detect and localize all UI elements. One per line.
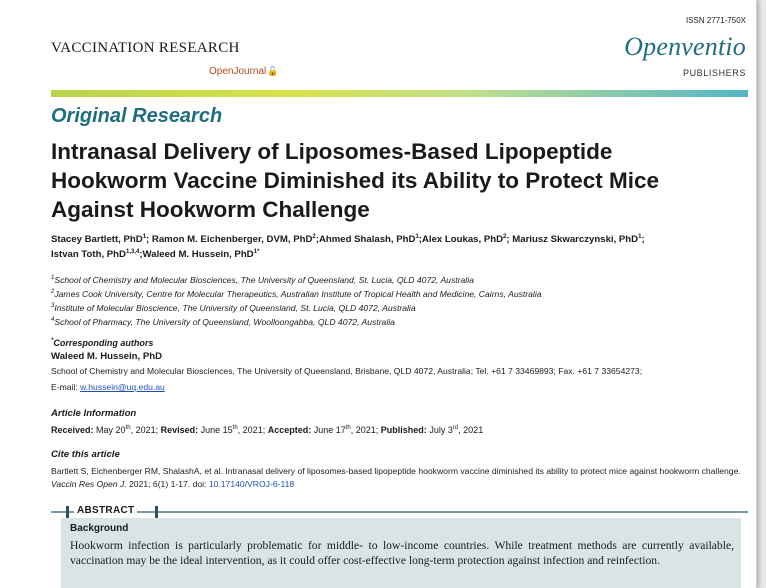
- affiliation: $^3$Institute of Molecular Bioscience, The University of Queensland, St. Lucia, QLD 4072, Australia: [51, 303, 416, 313]
- doi-link[interactable]: 10.17140/VROJ-6-118: [208, 479, 295, 489]
- open-access-lock-icon: 🔓: [267, 66, 279, 76]
- affiliation: $^1$School of Chemistry and Molecular Biosciences, The University of Queensland, St. Lucia, QLD 4072, Australia: [51, 275, 474, 285]
- open-journal-label: [209, 66, 278, 77]
- abstract-bracket-right: [155, 506, 158, 518]
- author: Ramon M. Eichenberger, DVM, PhD$^2$;: [151, 233, 319, 245]
- title-line: Intranasal Delivery of Liposomes-Based Lipopeptide: [51, 139, 613, 164]
- issn: ISSN 2771-750X: [685, 16, 746, 25]
- abstract-bracket-left: [66, 506, 69, 518]
- email-row: [51, 382, 165, 392]
- author: Alex Loukas, PhD$^2$;: [421, 233, 513, 245]
- publisher-sub: PUBLISHERS: [682, 68, 746, 78]
- article-dates: Received: May 20th, 2021; Revised: June 15th, 2021; Accepted: June 17th, 2021; Published: July 3rd, 2021: [51, 425, 484, 435]
- cite-heading: Cite this article: [51, 449, 120, 460]
- article-type: Original Research: [51, 105, 223, 127]
- received-label: Received:: [51, 425, 94, 435]
- email-label: E-mail:: [51, 382, 81, 392]
- citation: Bartlett S, Eichenberger RM, ShalashA, et al. Intranasal delivery of liposomes-based lipopeptide hookworm vaccine diminished its ability to protect mice against hookworm challenge. Vaccin Res Open J. 2021; 6(1) 1-17. doi: 10.17140/VROJ-6-118: [51, 466, 741, 489]
- affiliation: $^2$James Cook University, Centre for Molecular Therapeutics, Australian Institute of Tropical Health and Medicine, Cairns, Australia: [51, 289, 542, 299]
- title-line: Against Hookworm Challenge: [51, 197, 370, 222]
- title-line: Hookworm Vaccine Diminished its Ability to Protect Mice: [51, 168, 660, 193]
- background-heading: Background: [70, 523, 129, 534]
- corresponding-heading: *Corresponding authors: [51, 338, 154, 348]
- article-title: [51, 137, 751, 224]
- email-link[interactable]: w.hussein@uq.edu.au: [80, 382, 165, 392]
- article-info-heading: Article Information: [51, 408, 137, 419]
- open-journal-text: OpenJournal: [209, 66, 267, 77]
- affiliation: $^4$School of Pharmacy, The University of Queensland, Woolloongabba, QLD 4072, Australia: [51, 317, 395, 327]
- author: Waleed M. Hussein, PhD$^{1*}$: [142, 248, 260, 260]
- header-divider: [51, 90, 748, 97]
- author-line: [51, 247, 751, 262]
- author: Stacey Bartlett, PhD$^1$;: [51, 233, 152, 245]
- publisher-logo: Openventio: [624, 32, 746, 61]
- affiliations: [51, 273, 751, 329]
- corresponding-address: School of Chemistry and Molecular Biosciences, The University of Queensland, Brisbane, QLD 4072, Australia; Tel. +61 7 33469893; Fax. +61 7 33654273;: [51, 366, 643, 376]
- abstract-label: ABSTRACT: [74, 505, 137, 516]
- author-list: [51, 232, 751, 262]
- accepted-label: Accepted:: [267, 425, 312, 435]
- revised-label: Revised:: [160, 425, 199, 435]
- journal-name: VACCINATION RESEARCH: [51, 40, 240, 56]
- author: Istvan Toth, PhD$^{1,3,4}$;: [51, 248, 143, 260]
- author: Ahmed Shalash, PhD$^1$;: [318, 233, 422, 245]
- journal-abbr: Vaccin Res Open J.: [51, 479, 127, 489]
- background-text: Hookworm infection is particularly problematic for middle- to low-income countries. While treatment methods are currently available, vaccination may be the ideal intervention, as it could offer cost-effective long-term protection against infection and reinfection.: [70, 539, 734, 567]
- corresponding-name: Waleed M. Hussein, PhD: [51, 351, 163, 362]
- author-line: [51, 232, 751, 247]
- author: Mariusz Skwarczynski, PhD$^1$;: [512, 233, 645, 245]
- published-label: Published:: [380, 425, 427, 435]
